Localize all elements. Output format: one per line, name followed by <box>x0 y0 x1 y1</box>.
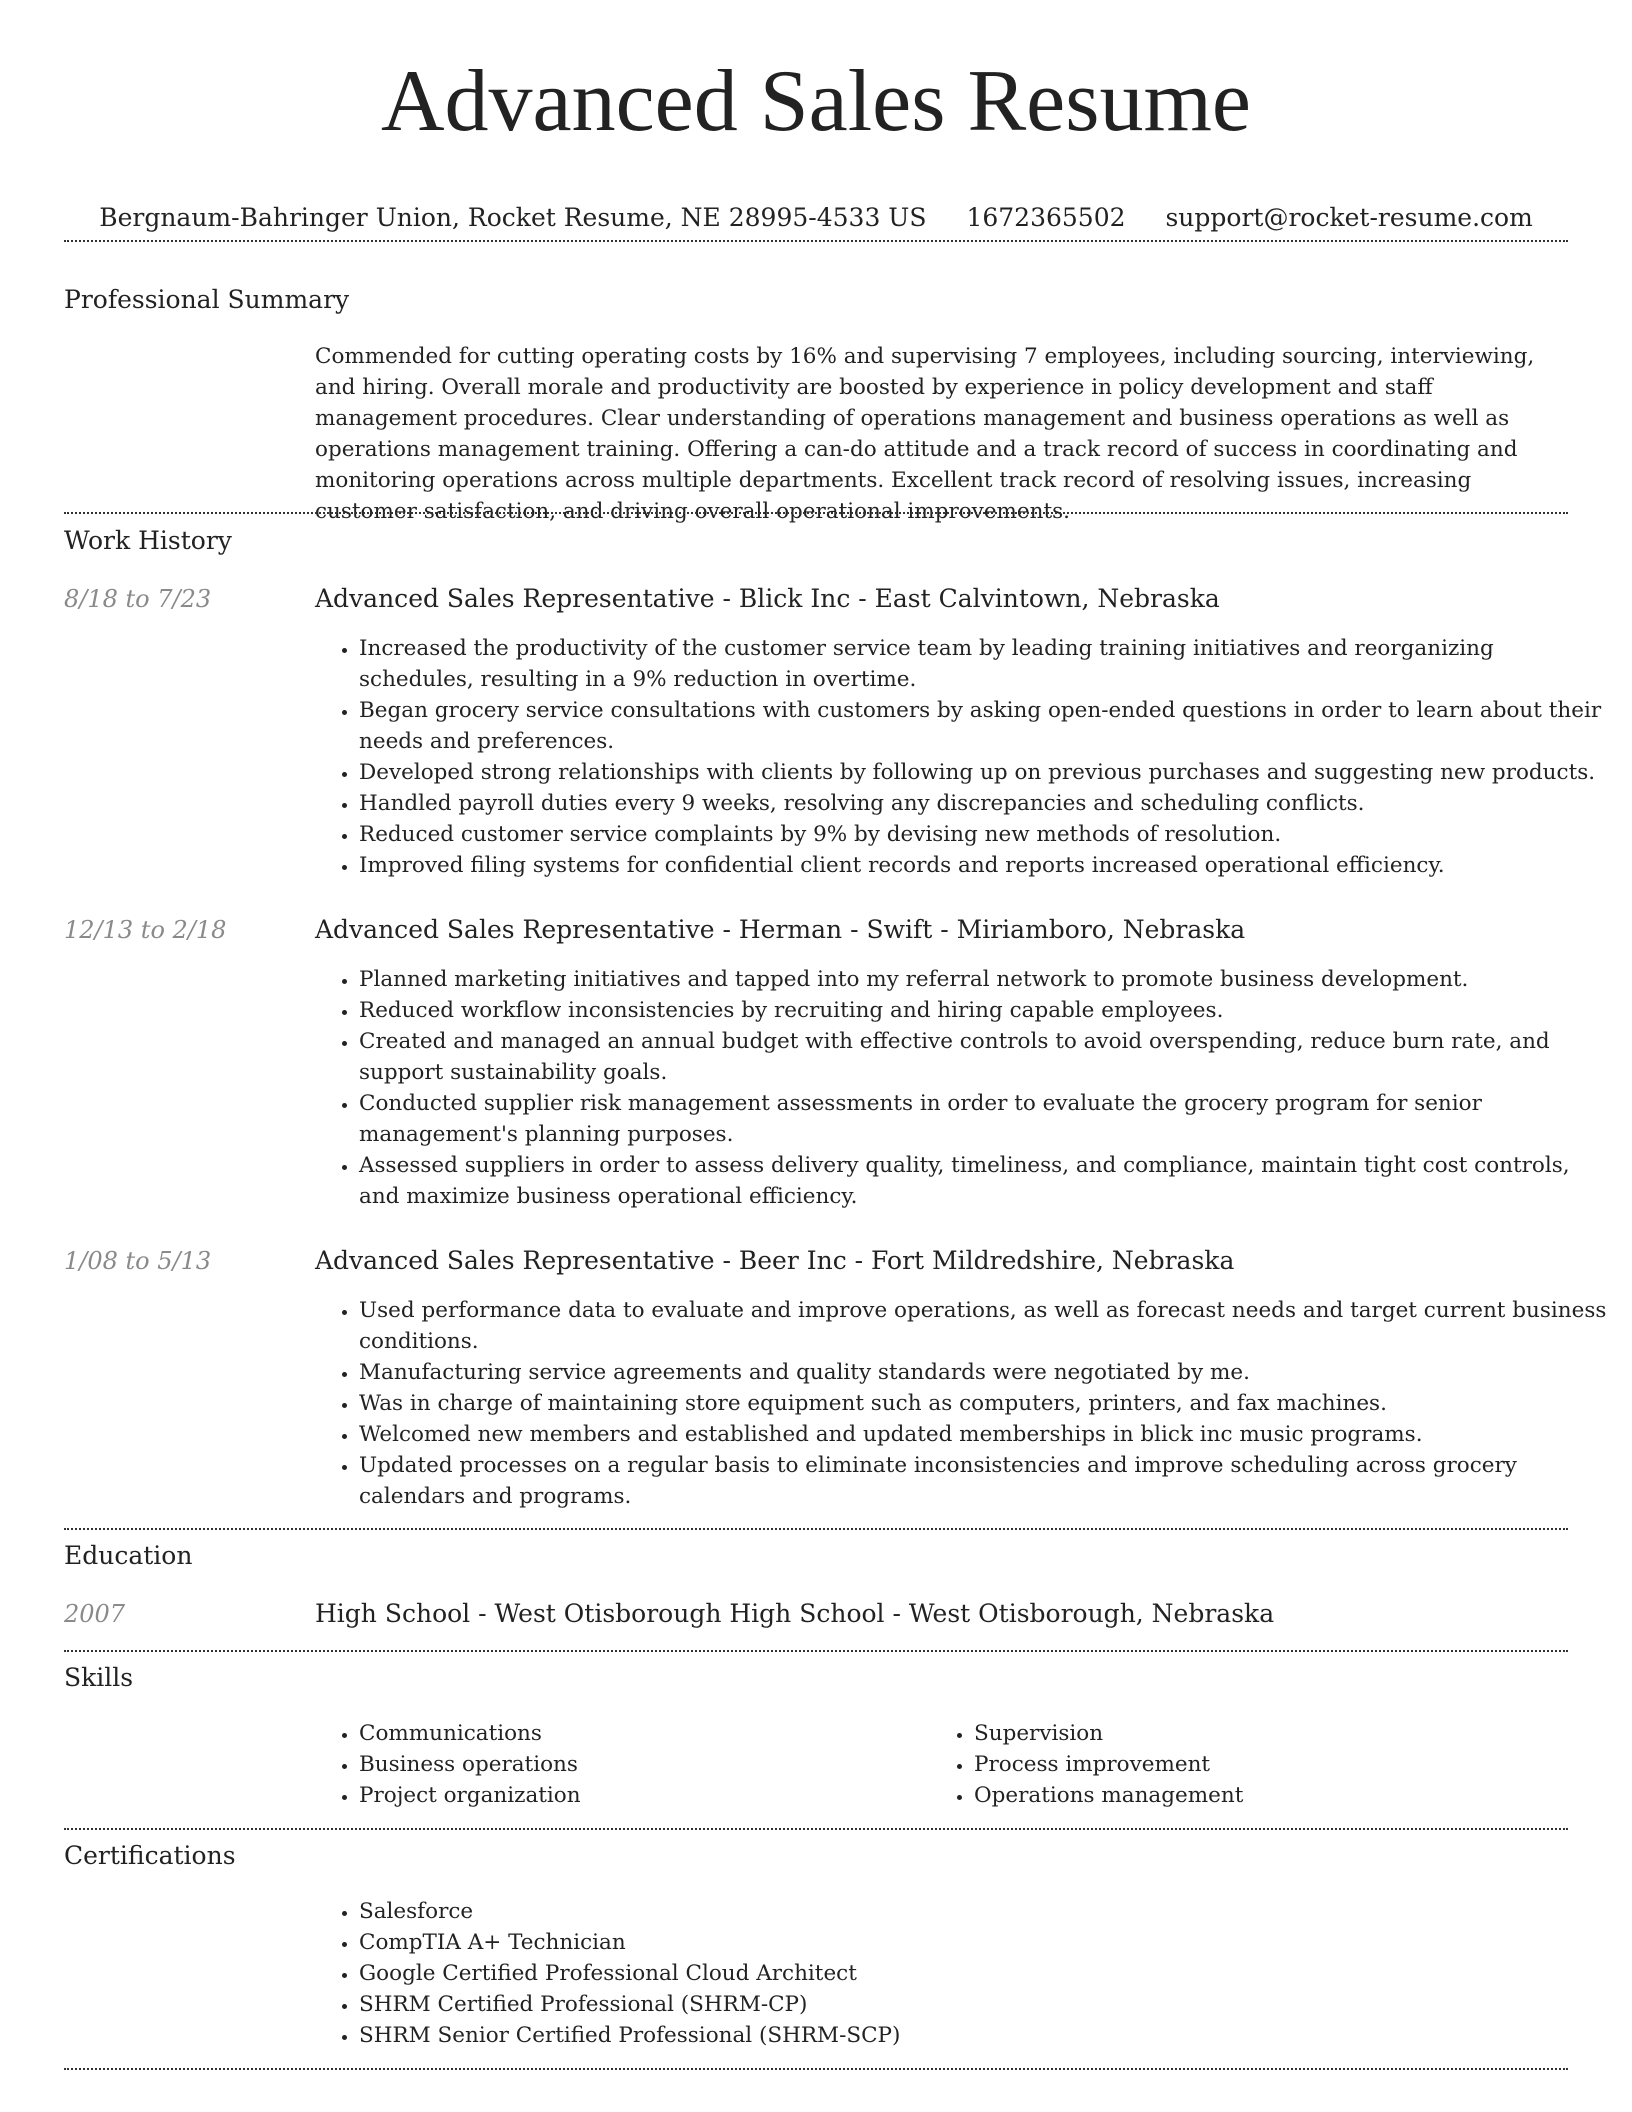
resume-title: Advanced Sales Resume <box>381 53 1251 150</box>
job-title: Advanced Sales Representative - Beer Inc - Fort Mildredshire, Nebraska <box>315 1246 1235 1275</box>
section-title-education: Education <box>64 1541 193 1570</box>
list-item: • Supervision <box>974 1718 1632 1749</box>
list-item: • Reduced workflow inconsistencies by recruiting and hiring capable employees. <box>359 995 1609 1026</box>
skills-list-right <box>930 1718 1632 1811</box>
job-dates: 8/18 to 7/23 <box>64 585 212 613</box>
list-item: • Conducted supplier risk management assessments in order to evaluate the grocery program for senior management's planning purposes. <box>359 1088 1609 1150</box>
job-title: Advanced Sales Representative - Blick Inc - East Calvintown, Nebraska <box>315 584 1220 613</box>
list-item: • Operations management <box>974 1780 1632 1811</box>
list-item: • Developed strong relationships with clients by following up on previous purchases and suggesting new products. <box>359 757 1609 788</box>
list-item: • Increased the productivity of the customer service team by leading training initiatives and reorganizing schedules, resulting in a 9% reduction in overtime. <box>359 633 1609 695</box>
resume-header <box>0 0 1632 234</box>
divider <box>64 1828 1568 1830</box>
address: Bergnaum-Bahringer Union, Rocket Resume, NE 28995-4533 US <box>99 203 927 232</box>
divider <box>64 1650 1568 1652</box>
list-item: • Manufacturing service agreements and quality standards were negotiated by me. <box>359 1357 1609 1388</box>
list-item: • Business operations <box>359 1749 1609 1780</box>
list-item: • Process improvement <box>974 1749 1632 1780</box>
job-dates: 12/13 to 2/18 <box>64 916 227 944</box>
job-dates: 1/08 to 5/13 <box>64 1247 212 1275</box>
divider <box>64 240 1568 242</box>
list-item: • Updated processes on a regular basis to eliminate inconsistencies and improve scheduling across grocery calendars and programs. <box>359 1450 1609 1512</box>
list-item: • Communications <box>359 1718 1609 1749</box>
divider <box>64 2068 1568 2070</box>
email: support@rocket-resume.com <box>1165 203 1533 232</box>
section-title-work-history: Work History <box>64 526 232 555</box>
section-title-certifications: Certifications <box>64 1841 236 1870</box>
job-title: Advanced Sales Representative - Herman - Swift - Miriamboro, Nebraska <box>315 915 1246 944</box>
certifications-list <box>315 1896 1609 2051</box>
section-title-summary: Professional Summary <box>64 285 350 314</box>
list-item: • Salesforce <box>359 1896 1609 1927</box>
list-item: • SHRM Certified Professional (SHRM-CP) <box>359 1989 1609 2020</box>
list-item: • SHRM Senior Certified Professional (SHRM-SCP) <box>359 2020 1609 2051</box>
job-bullets <box>315 964 1609 1212</box>
list-item: • Welcomed new members and established and updated memberships in blick inc music programs. <box>359 1419 1609 1450</box>
list-item: • Was in charge of maintaining store equipment such as computers, printers, and fax machines. <box>359 1388 1609 1419</box>
section-title-skills: Skills <box>64 1663 134 1692</box>
job-bullets <box>315 633 1609 881</box>
education-title: High School - West Otisborough High School - West Otisborough, Nebraska <box>315 1599 1275 1628</box>
list-item: • Planned marketing initiatives and tapped into my referral network to promote business development. <box>359 964 1609 995</box>
list-item: • Reduced customer service complaints by 9% by devising new methods of resolution. <box>359 819 1609 850</box>
divider <box>64 1528 1568 1530</box>
list-item: • Improved filing systems for confidential client records and reports increased operational efficiency. <box>359 850 1609 881</box>
phone: 1672365502 <box>966 203 1126 232</box>
job-bullets <box>315 1295 1609 1512</box>
list-item: • Used performance data to evaluate and improve operations, as well as forecast needs and target current business conditions. <box>359 1295 1609 1357</box>
summary-text: Commended for cutting operating costs by 16% and supervising 7 employees, including sourcing, interviewing, and hiring. Overall morale and productivity are boosted by experience in policy development and staff management procedures. Clear understanding of operations management and business operations as well as operations management training. Offering a can-do attitude and a track record of success in coordinating and monitoring operations across multiple departments. Excellent track record of resolving issues, increasing customer satisfaction, and driving overall operational improvements. <box>315 344 1535 524</box>
list-item: • CompTIA A+ Technician <box>359 1927 1609 1958</box>
contact-line <box>0 202 1632 234</box>
list-item: • Assessed suppliers in order to assess delivery quality, timeliness, and compliance, maintain tight cost controls, and maximize business operational efficiency. <box>359 1150 1609 1212</box>
list-item: • Google Certified Professional Cloud Architect <box>359 1958 1609 1989</box>
divider <box>64 512 1568 514</box>
education-year: 2007 <box>64 1600 126 1628</box>
list-item: • Handled payroll duties every 9 weeks, resolving any discrepancies and scheduling conflicts. <box>359 788 1609 819</box>
list-item: • Created and managed an annual budget with effective controls to avoid overspending, reduce burn rate, and support sustainability goals. <box>359 1026 1609 1088</box>
list-item: • Project organization <box>359 1780 1609 1811</box>
list-item: • Began grocery service consultations with customers by asking open-ended questions in order to learn about their needs and preferences. <box>359 695 1609 757</box>
